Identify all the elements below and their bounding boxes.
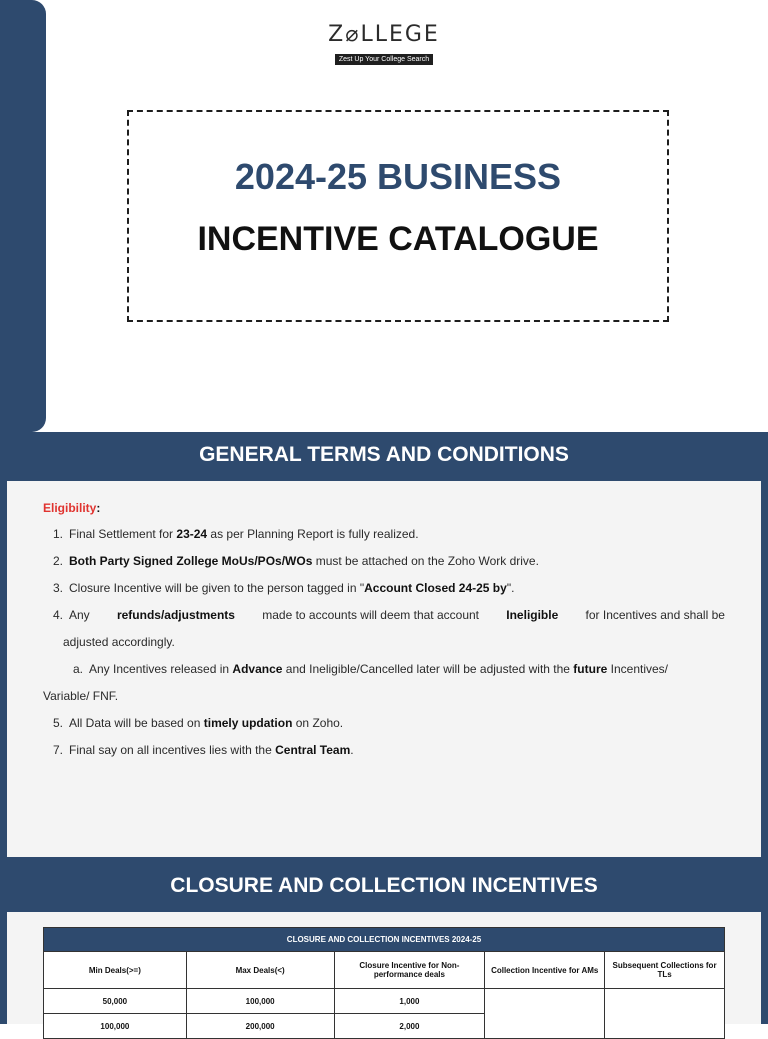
term-text: and Ineligible/Cancelled later will be adjusted with the — [282, 662, 574, 676]
table-cell: 200,000 — [186, 1014, 334, 1039]
term-number: 3. — [52, 581, 63, 595]
term-item-5 — [43, 715, 343, 731]
table-cell-collection-tl — [605, 989, 725, 1039]
table-cell: 100,000 — [186, 989, 334, 1014]
term-justified-line — [69, 607, 725, 623]
term-text: ". — [506, 581, 515, 595]
term-text: must be attached on the Zoho Work drive. — [312, 554, 539, 568]
eligibility-label: Eligibility — [43, 501, 97, 515]
term-number: 5. — [52, 716, 63, 730]
term-number: 4. — [52, 608, 63, 622]
column-header: Collection Incentive for AMs — [485, 952, 605, 989]
table-row — [44, 989, 725, 1014]
term-text: Final say on all incentives lies with the — [69, 743, 276, 757]
term-text: for Incentives and shall be — [585, 608, 725, 622]
term-text: . — [350, 743, 354, 757]
term-emphasis: Advance — [232, 662, 283, 676]
term-number: a. — [72, 662, 83, 676]
column-header: Min Deals(>=) — [44, 952, 187, 989]
closure-heading: CLOSURE AND COLLECTION INCENTIVES — [170, 874, 598, 897]
table-cell: 50,000 — [44, 989, 187, 1014]
term-item-4-continuation: adjusted accordingly. — [63, 635, 175, 649]
closure-incentive-table — [43, 927, 725, 1039]
terms-heading: GENERAL TERMS AND CONDITIONS — [199, 443, 569, 466]
term-emphasis: timely updation — [203, 716, 293, 730]
term-item-7 — [43, 742, 354, 758]
term-item-3 — [43, 580, 514, 596]
term-text: Closure Incentive will be given to the person tagged in " — [69, 581, 365, 595]
zollege-logo — [0, 22, 768, 66]
column-header: Max Deals(<) — [186, 952, 334, 989]
term-number: 2. — [52, 554, 63, 568]
term-emphasis: future — [573, 662, 608, 676]
term-text: made to accounts will deem that account — [262, 608, 480, 622]
term-item-4 — [43, 607, 725, 623]
term-number: 1. — [52, 527, 63, 541]
column-header: Subsequent Collections for TLs — [605, 952, 725, 989]
table-header-row — [44, 952, 725, 989]
term-text: All Data will be based on — [69, 716, 204, 730]
logo-tagline: Zest Up Your College Search — [335, 54, 433, 65]
term-emphasis: Both Party Signed Zollege MoUs/POs/WOs — [69, 554, 313, 568]
table-caption: CLOSURE AND COLLECTION INCENTIVES 2024-25 — [44, 928, 725, 952]
eligibility-colon: : — [96, 501, 101, 515]
table-cell-collection-am — [485, 989, 605, 1039]
term-text: as per Planning Report is fully realized. — [207, 527, 419, 541]
table-cell: 2,000 — [334, 1014, 485, 1039]
term-emphasis: Account Closed 24-25 by — [364, 581, 507, 595]
term-text: Final Settlement for — [69, 527, 177, 541]
logo-wordmark: Z⌀LLEGE — [328, 22, 440, 47]
term-text: on Zoho. — [292, 716, 344, 730]
table-cell: 100,000 — [44, 1014, 187, 1039]
eligibility-heading — [43, 500, 100, 516]
term-emphasis: refunds/adjustments — [116, 608, 235, 622]
term-item-4a — [63, 661, 668, 677]
term-emphasis: Central Team — [275, 743, 351, 757]
column-header: Closure Incentive for Non-performance deals — [334, 952, 485, 989]
term-text: Any — [69, 608, 90, 622]
term-item-1 — [43, 526, 419, 542]
term-emphasis: 23-24 — [176, 527, 208, 541]
table-cell: 1,000 — [334, 989, 485, 1014]
cover-title-line1: 2024-25 BUSINESS — [234, 156, 562, 197]
table-caption-row — [44, 928, 725, 952]
term-text: Any Incentives released in — [89, 662, 233, 676]
term-number: 7. — [52, 743, 63, 757]
cover-title-line2: INCENTIVE CATALOGUE — [197, 220, 599, 258]
term-item-4a-continuation: Variable/ FNF. — [43, 689, 119, 703]
term-item-2 — [43, 553, 539, 569]
cover-title-box — [127, 110, 669, 322]
term-text: Incentives/ — [607, 662, 668, 676]
term-emphasis: Ineligible — [506, 608, 559, 622]
